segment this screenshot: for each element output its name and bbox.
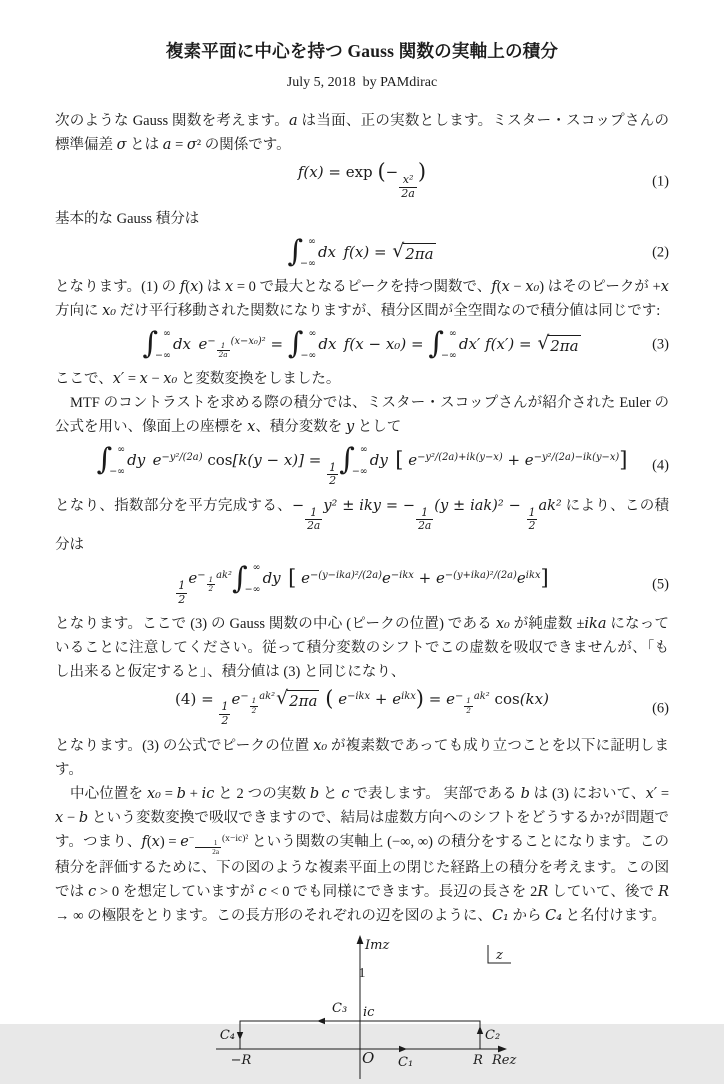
equation-4-number: (4) xyxy=(652,457,669,474)
paragraph-shift: となります。(1) の f(x) は x = 0 で最大となるピークを持つ関数で、f(x − x₀) はそのピークが +x 方向に x₀ だけ平行移動された関数になりますが、積分区間が全空間なので積分値は同じです: xyxy=(55,278,669,319)
document-title: 複素平面に中心を持つ Gauss 関数の実軸上の積分 xyxy=(165,41,559,61)
equation-6-body: (4) = $\frac{1}{2}$ $e^{- \frac{1}{2} ak^2}$ √ 2πa ( $e^{-ikx} + e^{ikx}) = e^{- \frac{1}{2} ak^2}$ cos(kx) xyxy=(175,687,549,728)
display-equation-6 xyxy=(55,687,669,728)
paragraph-proof-intro: となります。(3) の公式でピークの位置 x₀ が複素数であっても成り立つことを以下に証明します。 xyxy=(55,737,670,778)
c4-direction-arrowhead xyxy=(237,1032,243,1040)
equation-2-number: (2) xyxy=(652,244,669,261)
c3-direction-arrowhead xyxy=(317,1018,325,1024)
minus-r-label: −R xyxy=(230,1053,252,1069)
im-axis-label: Imz xyxy=(365,938,390,954)
paragraph-intro: 次のような Gauss 関数を考えます。a は当面、正の実数とします。ミスター・スコップさんの標準偏差 σ とは a = σ² の関係です。 xyxy=(55,113,669,153)
paragraph-pure-imaginary: となります。ここで (3) の Gauss 関数の中心 (ピークの位置) である x₀ が純虚数 ±ika になっていることに注意してください。従って積分変数のシフトでこの虚数を吸収できませんが、「もし出来ると仮定すると」、積分値は (3) と同じになり、 xyxy=(55,616,670,681)
re-axis-label: Rez xyxy=(492,1053,517,1069)
display-equation-4 xyxy=(55,442,669,489)
equation-4-body: ∫ ∞ −∞ dy $e^{-y^2/(2a)}$ cos[k(y − x)] = $\frac{1}{2}$ ∫ ∞ −∞ dy [ $e^{-y^2/(2a)+ik(y-x)} + e^{-y^2/(2a)-ik(y-x)}$] xyxy=(96,442,628,488)
c4-label: C₄ xyxy=(219,1028,235,1044)
paragraph-change-of-variable: ここで、x′ = x − x₀ と変数変換をしました。 xyxy=(55,370,341,387)
equation-5-number: (5) xyxy=(652,576,669,593)
equation-3-body: ∫ ∞ −∞ dx $e^{- \frac{1}{2a} (x-x_0)^2}$ = ∫ ∞ −∞ dx f(x − x₀) = ∫ ∞ −∞ dx′ f(x′) = √ 2πa xyxy=(142,326,579,362)
contour-diagram xyxy=(55,934,669,1084)
ic-label: ic xyxy=(363,1005,375,1021)
display-equation-2 xyxy=(55,234,669,270)
equation-1-number: (1) xyxy=(652,173,669,190)
page-number: 1 xyxy=(358,966,366,981)
origin-label: O xyxy=(362,1049,375,1068)
paragraph-complete-square: となり、指数部分を平方完成する、− $\frac{1}{2a}$ y² ± iky = − $\frac{1}{2a}$ (y ± iak)² − $\frac{1}{2}$ ak² により、この積分は xyxy=(55,498,670,553)
equation-5-body: $\frac{1}{2}$ $e^{- \frac{1}{2} ak^2}$ ∫ ∞ −∞ dy [ $e^{-(y-ika)^2/(2a)}e^{-ikx} + e^{-(y+ika)^2/(2a)}e^{ikx}$] xyxy=(178,560,549,606)
c1-label: C₁ xyxy=(398,1055,414,1071)
contour-diagram-svg xyxy=(55,934,669,1084)
imaginary-axis-arrowhead xyxy=(357,935,364,944)
real-axis-arrowhead xyxy=(498,1046,507,1053)
c2-direction-arrowhead xyxy=(477,1026,483,1034)
equation-3-number: (3) xyxy=(652,336,669,353)
c1-direction-arrowhead xyxy=(399,1046,407,1052)
display-equation-3 xyxy=(55,326,669,362)
equation-1-body: f(x) = exp (− $\frac{\text{x²}}{2a}$ ) xyxy=(297,159,427,200)
display-equation-1 xyxy=(55,159,669,201)
paragraph-basic-lead: 基本的な Gauss 積分は xyxy=(55,210,200,227)
paragraph-contour-setup: 中心位置を x₀ = b + ic と 2 つの実数 b と c で表します。 実部である b は (3) において、x′ = x − b という変数変換で吸収できますので、結局は虚数方向へのシフトをどうするか?が問題です。つまり、$f(x) = e^{- \frac{1}{2a} (x-ic)^2}$ という関数の実軸上 (−∞, ∞) の積分をすることになります。この積分を評価するために、下の図のような複素平面上の閉じた経路上の積分を考えます。この図では c > 0 を想定していますが c < 0 でも同様にできます。長辺の長さを 2R していて、後で R → ∞ の極限をとります。この長方形のそれぞれの辺を図のように、C₁ から C₄ と名付けます。 xyxy=(55,785,670,925)
c3-label: C₃ xyxy=(332,1001,348,1017)
c2-label: C₂ xyxy=(485,1028,501,1044)
equation-2-body: ∫ ∞ −∞ dx f(x) = √ 2πa xyxy=(287,234,434,270)
byline: July 5, 2018 by PAMdirac xyxy=(286,75,438,90)
display-equation-5 xyxy=(55,560,669,607)
z-plane-label: z xyxy=(496,948,503,964)
plus-r-label: R xyxy=(473,1053,483,1069)
equation-6-number: (6) xyxy=(652,700,669,717)
paragraph-mtf: MTF のコントラストを求める際の積分では、ミスター・スコップさんが紹介された Euler の公式を用い、像面上の座標を x、積分変数を y として xyxy=(55,394,669,435)
